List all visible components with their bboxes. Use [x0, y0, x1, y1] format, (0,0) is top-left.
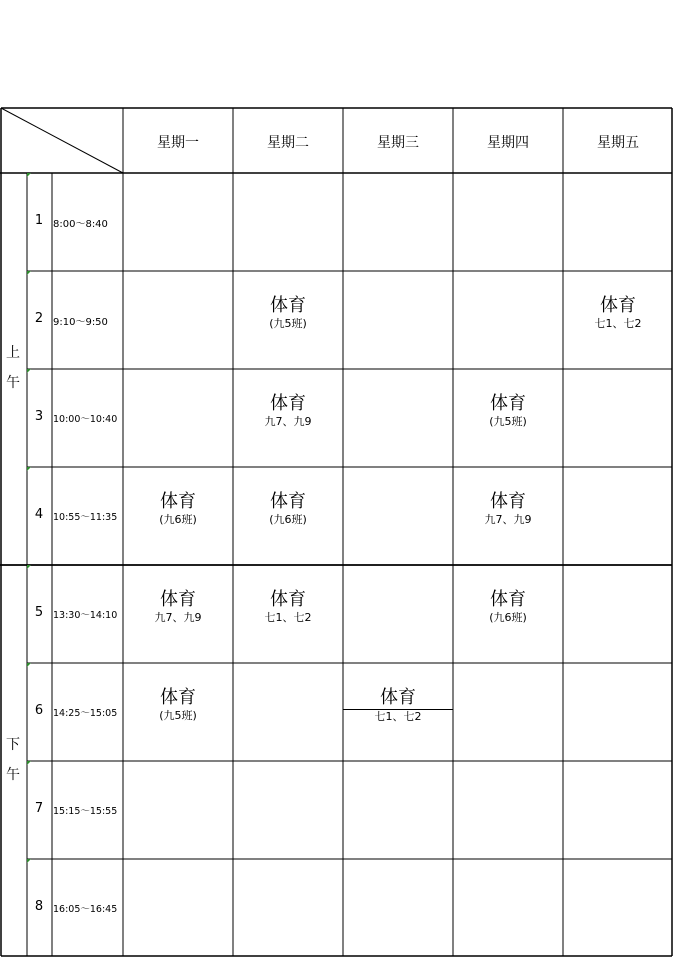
class-subject: 体育	[490, 589, 526, 610]
class-entry	[343, 687, 453, 724]
cell-marker	[27, 761, 31, 765]
class-group: 九7、九9	[264, 415, 312, 428]
class-entry	[233, 589, 343, 625]
cell-marker	[27, 859, 31, 863]
day-header: 星期四	[487, 135, 529, 151]
class-subject: 体育	[380, 687, 416, 708]
class-entry	[233, 295, 343, 331]
class-entry	[233, 393, 343, 429]
class-subject: 体育	[270, 295, 306, 316]
cell-marker	[27, 467, 31, 471]
cell-marker	[27, 663, 31, 667]
class-entry	[453, 393, 563, 429]
period-number: 2	[34, 311, 44, 326]
period-number: 1	[34, 213, 44, 228]
cell-marker	[27, 369, 31, 373]
period-time: 10:55～11:35	[53, 512, 118, 523]
class-group: 七1、七2	[343, 709, 453, 724]
period-number: 6	[34, 703, 44, 718]
period-time: 9:10～9:50	[53, 317, 108, 328]
period-number: 8	[34, 898, 44, 914]
class-entry	[453, 589, 563, 625]
class-group: 七1、七2	[264, 611, 312, 624]
day-header: 星期五	[597, 135, 639, 151]
class-group: (九5班)	[489, 415, 527, 428]
class-entry	[123, 687, 233, 723]
cell-marker	[27, 271, 31, 275]
period-number: 5	[34, 605, 44, 620]
class-group: (九6班)	[489, 611, 527, 624]
day-header: 星期一	[157, 135, 199, 151]
class-group: 七1、七2	[594, 317, 642, 330]
period-time: 15:15～15:55	[53, 806, 118, 817]
cell-marker	[27, 173, 31, 177]
period-time: 14:25～15:05	[53, 708, 118, 719]
class-group: (九5班)	[159, 709, 197, 722]
class-subject: 体育	[490, 491, 526, 512]
period-time: 10:00～10:40	[53, 414, 118, 425]
class-group: (九5班)	[269, 317, 307, 330]
class-subject: 体育	[600, 295, 636, 316]
class-entry	[123, 491, 233, 527]
grid-line	[1, 108, 123, 173]
class-subject: 体育	[160, 589, 196, 610]
period-number: 7	[34, 801, 44, 816]
class-entry	[233, 491, 343, 527]
day-header: 星期三	[377, 135, 419, 151]
period-time: 16:05～16:45	[53, 903, 118, 915]
class-group: (九6班)	[159, 513, 197, 526]
period-number: 4	[34, 507, 44, 522]
class-group: (九6班)	[269, 513, 307, 526]
class-group: 九7、九9	[484, 513, 532, 526]
class-subject: 体育	[270, 589, 306, 610]
day-header: 星期二	[267, 135, 309, 151]
class-subject: 体育	[160, 491, 196, 512]
half-day-label: 上 午	[6, 345, 20, 391]
class-subject: 体育	[160, 687, 196, 708]
class-subject: 体育	[490, 393, 526, 414]
half-day-label: 下 午	[6, 737, 20, 783]
class-entry	[453, 491, 563, 527]
period-time: 8:00～8:40	[53, 219, 108, 230]
cell-marker	[27, 565, 31, 569]
class-group: 九7、九9	[154, 611, 202, 624]
class-entry	[123, 589, 233, 625]
class-entry	[563, 295, 673, 331]
class-subject: 体育	[270, 393, 306, 414]
period-time: 13:30～14:10	[53, 610, 118, 621]
class-subject: 体育	[270, 491, 306, 512]
period-number: 3	[34, 409, 44, 424]
